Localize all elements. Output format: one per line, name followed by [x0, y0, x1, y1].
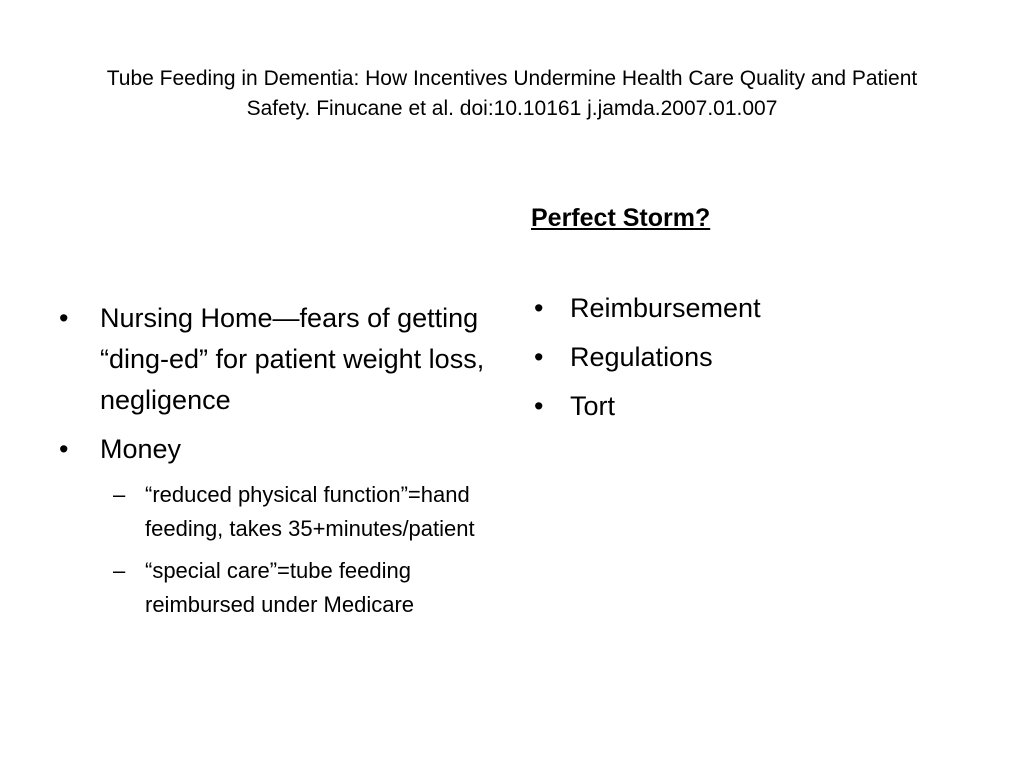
- left-bullet-list: [56, 298, 506, 470]
- slide-title-line-1: Tube Feeding in Dementia: How Incentives Undermine Health Care Quality and Patient: [106, 67, 918, 90]
- bullet-text: Money: [100, 434, 182, 464]
- bullet-text: Nursing Home—fears of getting “ding-ed” for patient weight loss, negligence: [100, 303, 485, 415]
- bullet-dot-icon: •: [534, 342, 544, 372]
- bullet-item-money: [56, 429, 506, 470]
- dash-icon: –: [113, 482, 126, 507]
- bullet-dot-icon: •: [534, 293, 544, 323]
- bullet-item-regulations: [531, 337, 971, 378]
- bullet-item-tort: [531, 386, 971, 427]
- slide-title-line-2: Safety. Finucane et al. doi:10.10161 j.jamda.2007.01.007: [246, 97, 778, 120]
- sub-item-special-care: [100, 554, 506, 622]
- bullet-dot-icon: •: [59, 303, 69, 333]
- dash-icon: –: [113, 558, 126, 583]
- sub-item-text: “reduced physical function”=hand feeding, takes 35+minutes/patient: [145, 482, 475, 541]
- bullet-text: Reimbursement: [570, 293, 761, 323]
- bullet-text: Tort: [570, 391, 616, 421]
- bullet-item-nursing-home: [56, 298, 506, 421]
- sub-item-text: “special care”=tube feeding reimbursed under Medicare: [145, 558, 415, 617]
- bullet-item-reimbursement: [531, 288, 971, 329]
- bullet-dot-icon: •: [534, 391, 544, 421]
- right-column: [531, 288, 971, 435]
- slide-title: [50, 64, 974, 124]
- bullet-text: Regulations: [570, 342, 713, 372]
- money-sub-list: [56, 478, 506, 622]
- right-bullet-list: [531, 288, 971, 427]
- bullet-dot-icon: •: [59, 434, 69, 464]
- sub-item-reduced-physical-function: [100, 478, 506, 546]
- left-column: [56, 298, 506, 630]
- perfect-storm-heading: Perfect Storm?: [531, 204, 711, 232]
